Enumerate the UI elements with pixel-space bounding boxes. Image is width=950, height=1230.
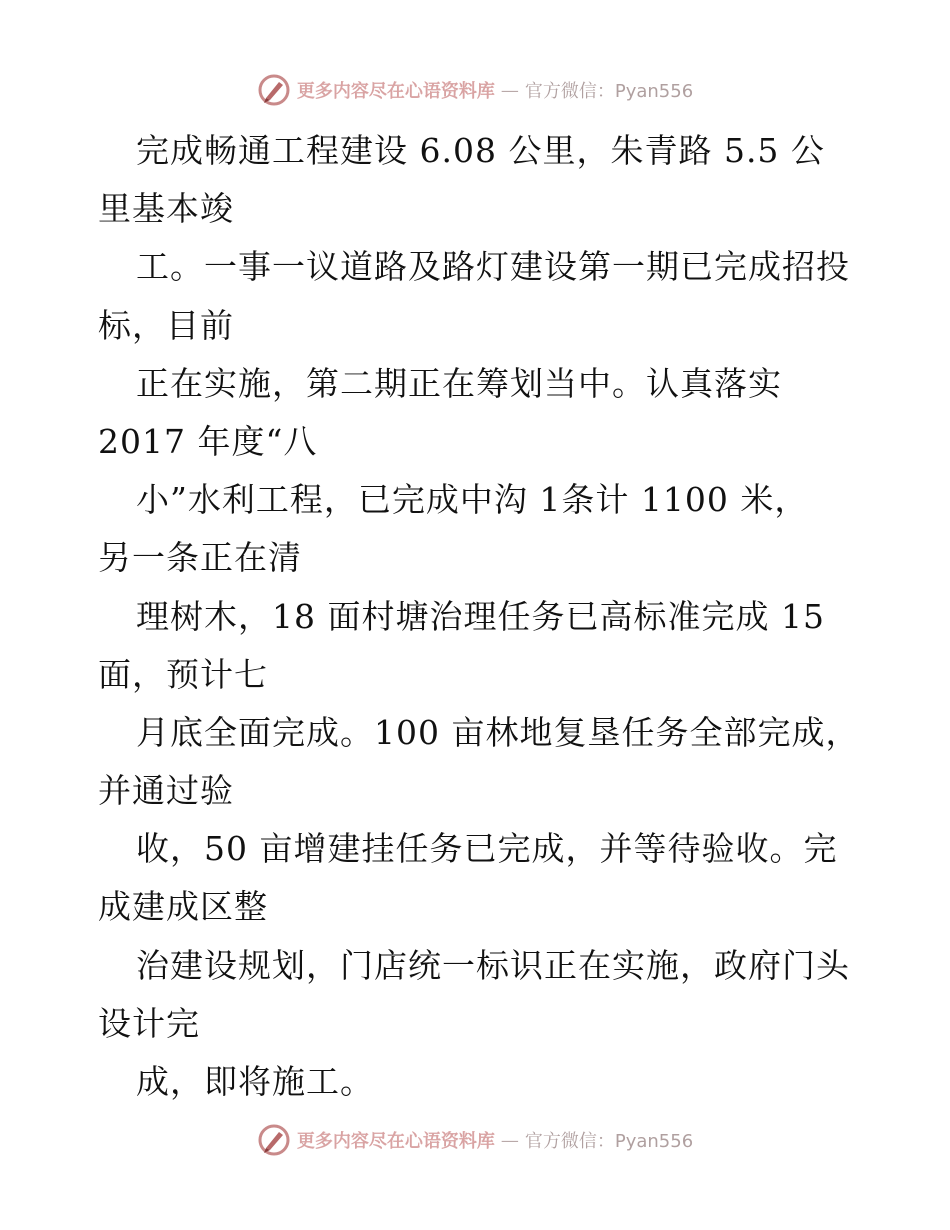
watermark-text: 更多内容尽在心语资料库 — [296, 81, 495, 102]
text-line: 小”水利工程，已完成中沟 1条计 1100 米， — [136, 480, 809, 520]
watermark-wechat: 官方微信：Pyan556 — [524, 1131, 694, 1152]
text-line: 标，目前 — [98, 305, 234, 345]
text-line: 治建设规划，门店统一标识正在实施，政府门头 — [136, 945, 850, 985]
text-line: 正在实施，第二期正在筹划当中。认真落实 — [136, 363, 782, 403]
text-line: 收，50 亩增建挂任务已完成，并等待验收。完 — [136, 829, 838, 869]
footer-watermark — [0, 1120, 950, 1160]
text-line: 另一条正在清 — [98, 538, 302, 578]
text-line: 理树木，18 面村塘治理任务已高标准完成 15 — [136, 596, 825, 636]
pen-logo-icon — [257, 73, 291, 107]
text-line: 面，预计七 — [98, 654, 268, 694]
watermark-separator: — — [500, 79, 519, 101]
text-line: 里基本竣 — [98, 189, 234, 229]
header-watermark — [0, 70, 950, 110]
text-line: 设计完 — [98, 1003, 200, 1043]
watermark-wechat: 官方微信：Pyan556 — [524, 81, 694, 102]
watermark-separator: — — [500, 1129, 519, 1151]
text-line: 工。一事一议道路及路灯建设第一期已完成招投 — [136, 247, 850, 287]
text-line: 2017 年度“八 — [98, 421, 318, 461]
text-line: 成建成区整 — [98, 887, 268, 927]
text-line: 月底全面完成。100 亩林地复垦任务全部完成， — [136, 712, 860, 752]
text-line: 并通过验 — [98, 771, 234, 811]
text-line: 成，即将施工。 — [136, 1062, 374, 1101]
watermark-text: 更多内容尽在心语资料库 — [296, 1131, 495, 1152]
document-body — [98, 122, 858, 1111]
pen-logo-icon — [257, 1123, 291, 1157]
text-line: 完成畅通工程建设 6.08 公里，朱青路 5.5 公 — [136, 131, 825, 170]
